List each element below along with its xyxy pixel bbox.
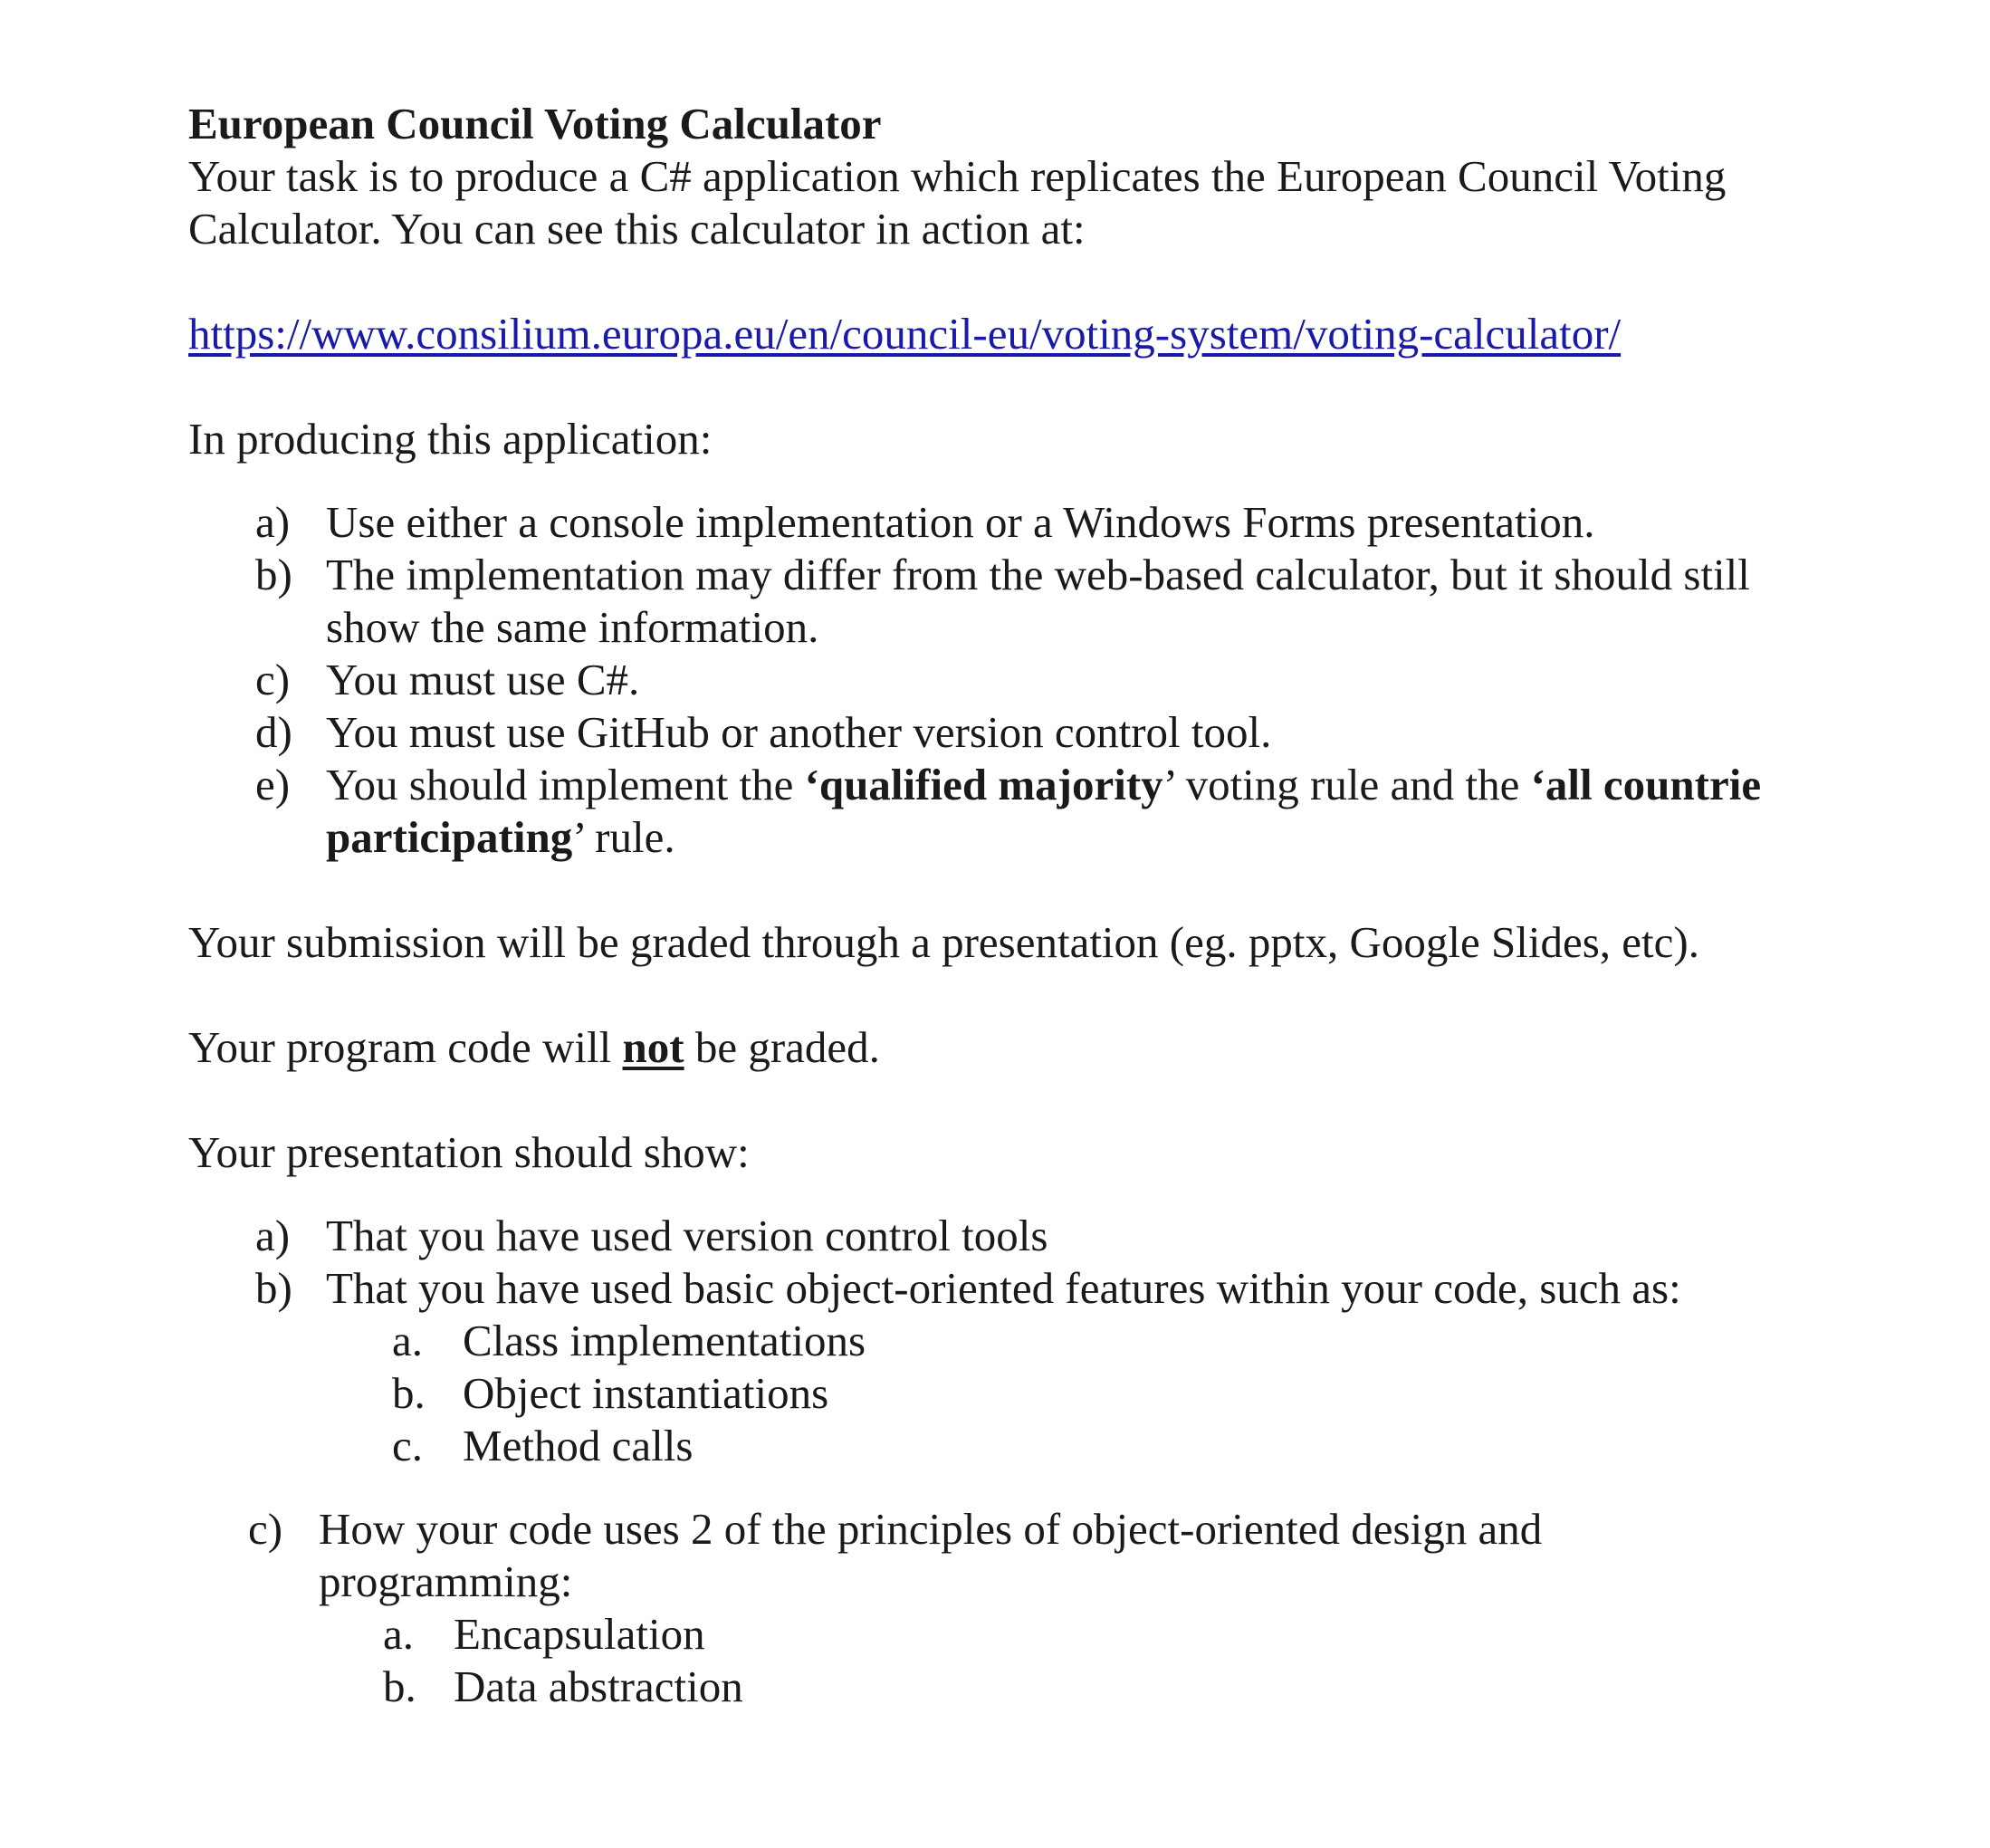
- list-item: [383, 1608, 1845, 1661]
- text-run: Your program code will: [188, 1022, 623, 1072]
- list-marker: a.: [383, 1609, 414, 1659]
- list-item: [255, 549, 1845, 654]
- list-item-text: Use either a console implementation or a Windows Forms presentation.: [326, 497, 1595, 547]
- list-marker: a): [255, 497, 291, 547]
- list-item-text: That you have used basic object-oriented features within your code, such as:: [326, 1263, 1681, 1313]
- list-item-text: Encapsulation: [454, 1609, 705, 1659]
- bold-term-qualified-majority: ‘qualified majority: [804, 760, 1163, 809]
- list-marker: c): [248, 1504, 283, 1554]
- list-item: [392, 1420, 1845, 1472]
- code-not-graded-line: [188, 1021, 1845, 1074]
- list-item: [248, 1503, 1845, 1608]
- list-marker: c.: [392, 1421, 423, 1470]
- list-item-text: Class implementations: [463, 1316, 866, 1365]
- list-item-text: Method calls: [463, 1421, 694, 1470]
- document-title: European Council Voting Calculator: [188, 99, 882, 148]
- list-marker: b): [255, 550, 292, 599]
- list-item: [255, 706, 1845, 759]
- text-run: be graded.: [684, 1022, 880, 1072]
- producing-heading: In producing this application:: [188, 414, 713, 464]
- list-item-text: [326, 759, 1845, 864]
- list-item-text: Data abstraction: [454, 1661, 743, 1711]
- graded-line: Your submission will be graded through a presentation (eg. pptx, Google Slides, etc).: [188, 917, 1699, 967]
- list-item-text: You must use GitHub or another version control tool.: [326, 707, 1272, 757]
- text-run: ’ rule.: [572, 812, 675, 862]
- list-marker: d): [255, 707, 292, 757]
- list-item: [255, 1210, 1845, 1262]
- bold-term-all-countries: ‘all countrie participating: [326, 760, 1762, 862]
- list-item: [392, 1367, 1845, 1420]
- principles-item-list: [188, 1503, 1845, 1608]
- list-item: [255, 1262, 1845, 1315]
- list-item-text: The implementation may differ from the web-based calculator, but it should still show the same information.: [326, 550, 1750, 652]
- list-marker: a): [255, 1211, 291, 1260]
- presentation-heading: Your presentation should show:: [188, 1127, 750, 1177]
- list-item-text: That you have used version control tools: [326, 1211, 1048, 1260]
- presentation-list: [188, 1210, 1845, 1315]
- list-item-text: Object instantiations: [463, 1368, 829, 1418]
- list-item: [383, 1661, 1845, 1713]
- list-item-text: You must use C#.: [326, 655, 640, 704]
- list-item: [255, 654, 1845, 706]
- list-marker: b.: [383, 1661, 416, 1711]
- emphasis-not: not: [622, 1022, 684, 1072]
- text-run: ’ voting rule and the: [1162, 760, 1531, 809]
- calculator-link[interactable]: https://www.consilium.europa.eu/en/council-eu/voting-system/voting-calculator/: [188, 309, 1622, 359]
- list-marker: a.: [392, 1316, 423, 1365]
- list-item-text: How your code uses 2 of the principles of object-oriented design and programming:: [319, 1504, 1543, 1606]
- text-run: You should implement the: [326, 760, 805, 809]
- principles-list: [188, 1608, 1845, 1713]
- requirements-list: [188, 496, 1845, 864]
- list-marker: b): [255, 1263, 292, 1313]
- list-item: [255, 496, 1845, 549]
- list-item: [392, 1315, 1845, 1367]
- list-marker: c): [255, 655, 291, 704]
- list-marker: e): [255, 760, 291, 809]
- oo-features-list: [188, 1315, 1845, 1472]
- list-item: [255, 759, 1845, 864]
- document-page: [188, 98, 1845, 1713]
- list-marker: b.: [392, 1368, 426, 1418]
- intro-paragraph: Your task is to produce a C# application which replicates the European Council Voting Calculator. You can see this calculator in action at:: [188, 151, 1727, 254]
